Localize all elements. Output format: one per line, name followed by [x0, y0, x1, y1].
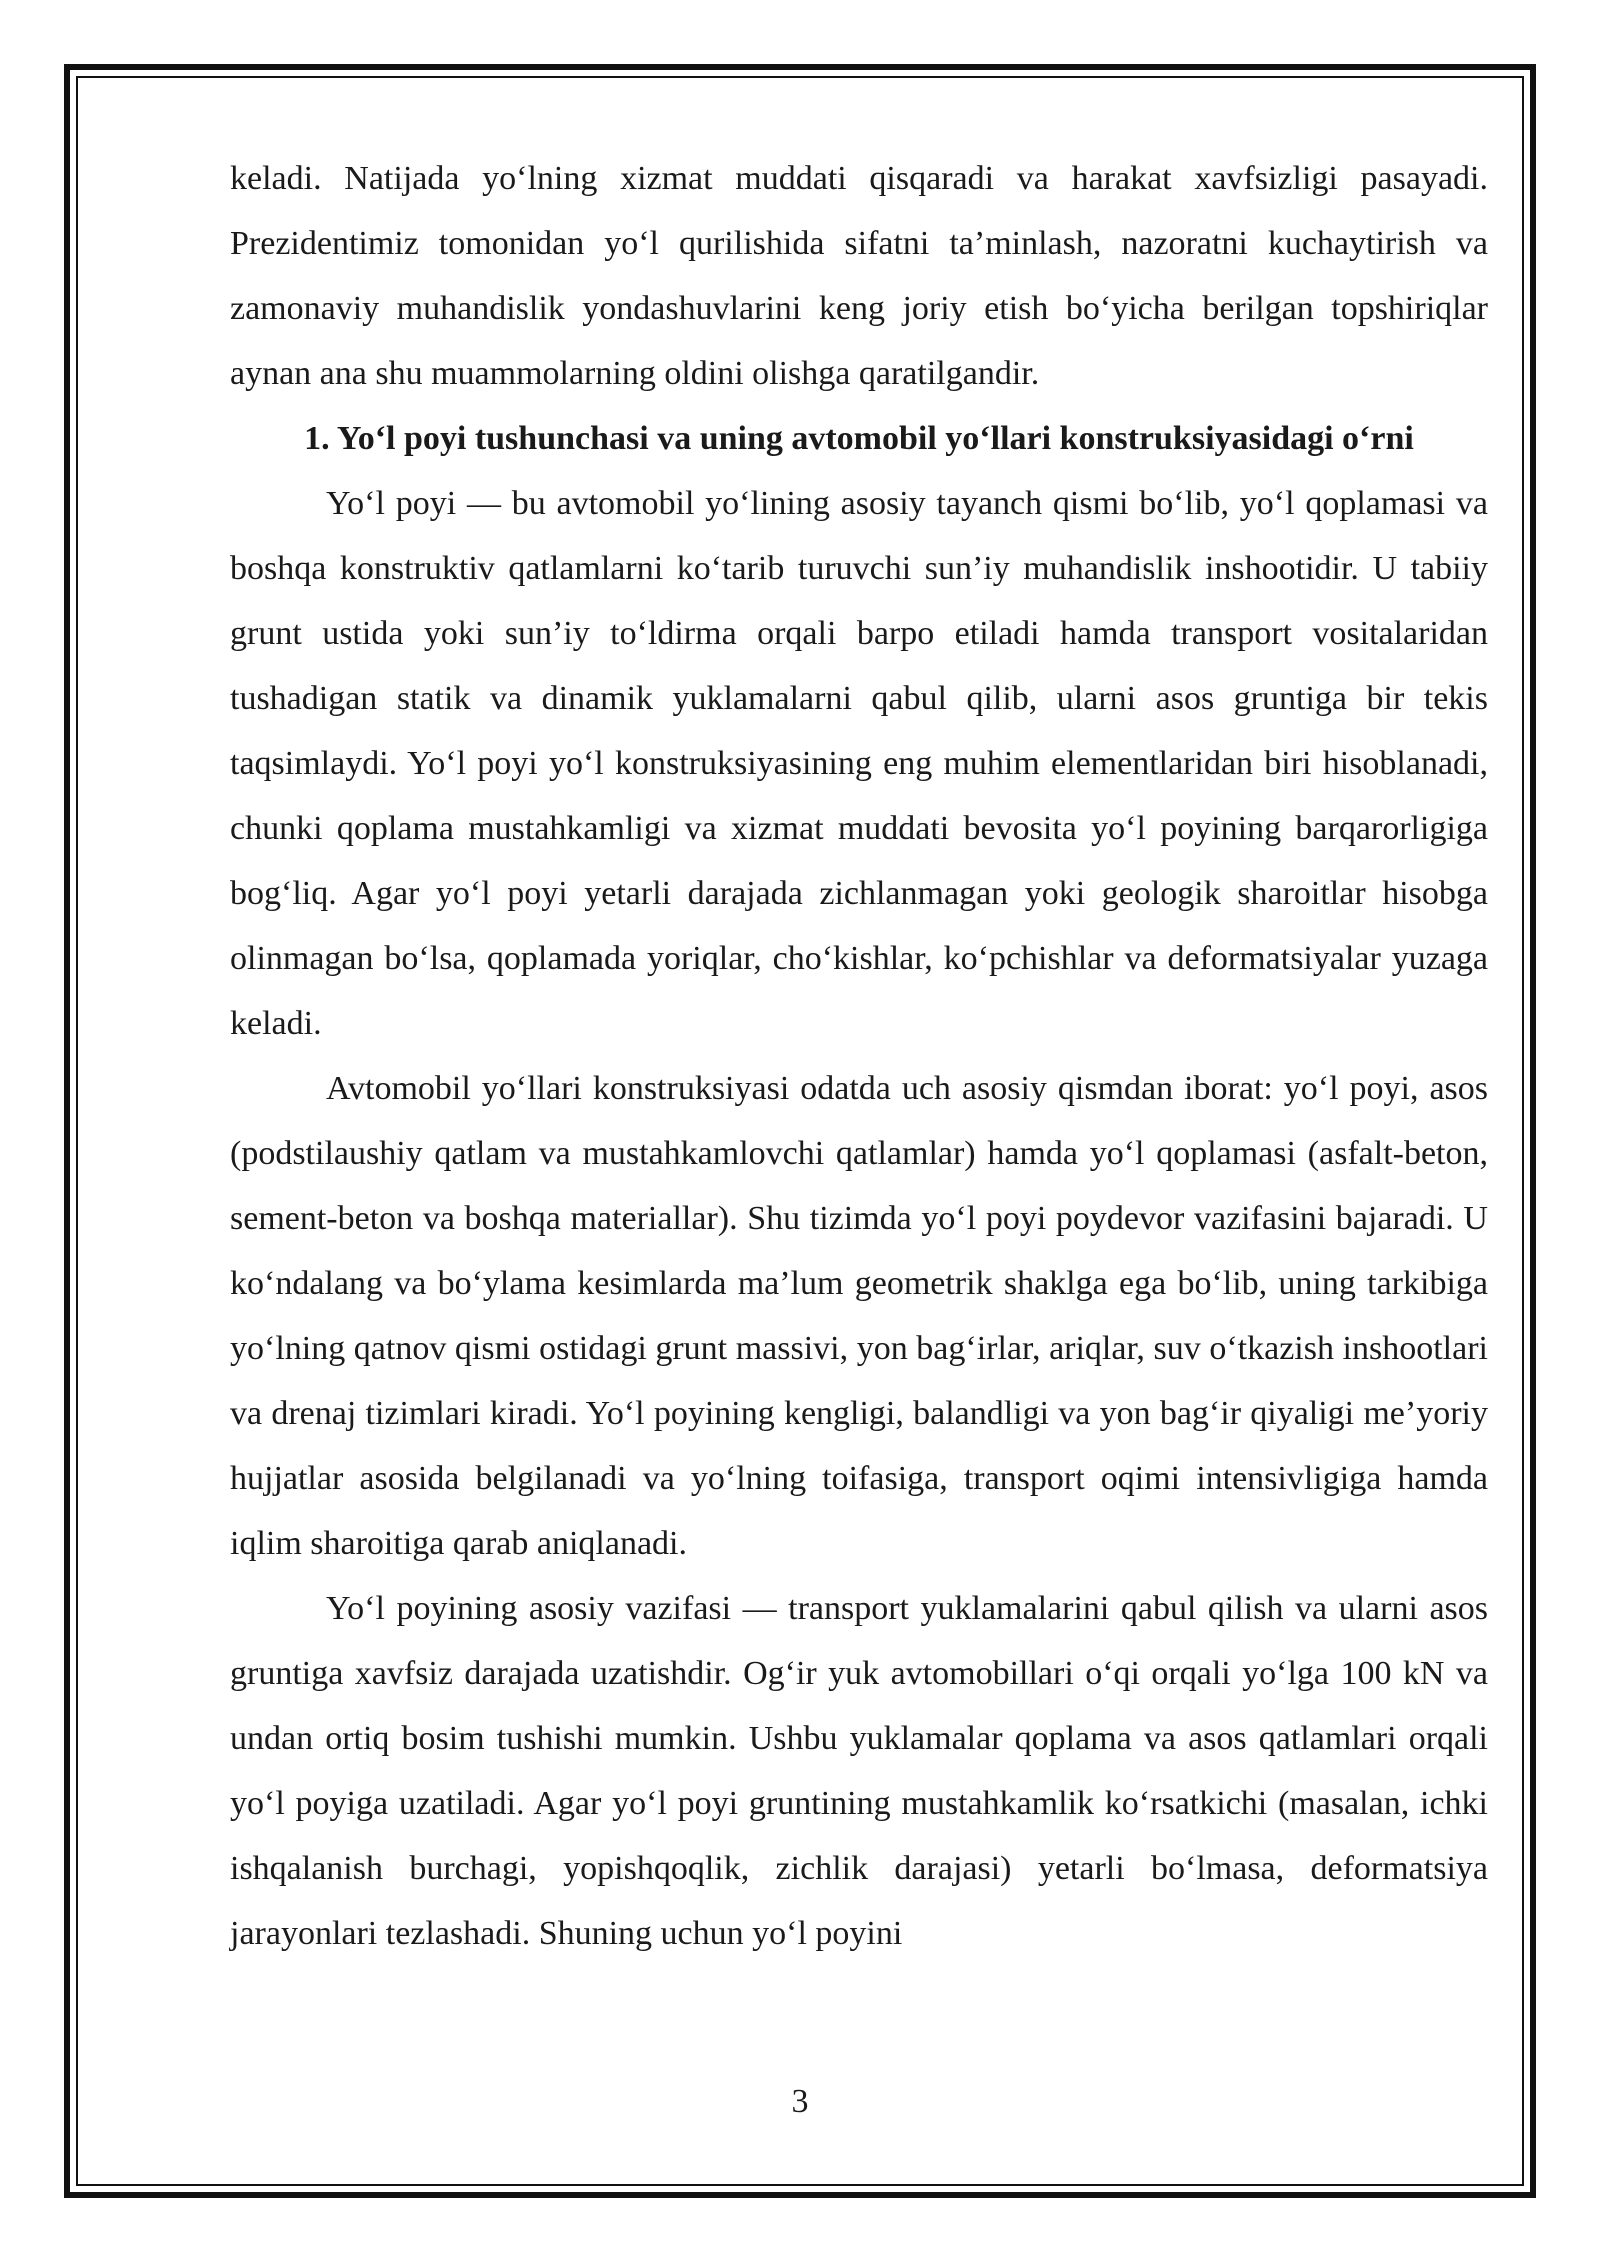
paragraph-road-construction: Avtomobil yo‘llari konstruksiyasi odatda uch asosiy qismdan iborat: yo‘l poyi, asos (podstilaushiy qatlam va mustahkamlovchi qatlamlar) hamda yo‘l qoplamasi (asfalt-beton, sement-beton va boshqa materiallar). Shu tizimda yo‘l poyi poydevor vazifasini bajaradi. U ko‘ndalang va bo‘ylama kesimlarda ma’lum geometrik shaklga ega bo‘lib, uning tarkibiga yo‘lning qatnov qismi ostidagi grunt massivi, yon bag‘irlar, ariqlar, suv o‘tkazish inshootlari va drenaj tizimlari kiradi. Yo‘l poyining kengligi, balandligi va yon bag‘ir qiyaligi me’yoriy hujjatlar asosida belgilanadi va yo‘lning toifasiga, transport oqimi intensivligiga hamda iqlim sharoitiga qarab aniqlanadi.: [230, 1070, 1488, 1562]
section-heading: 1. Yo‘l poyi tushunchasi va uning avtomobil yo‘llari konstruksiyasidagi o‘rni: [304, 420, 1414, 457]
document-body: [230, 146, 1488, 1966]
paragraph-continuation: keladi. Natijada yo‘lning xizmat muddati qisqaradi va harakat xavfsizligi pasayadi. Prezidentimiz tomonidan yo‘l qurilishida sifatni ta’minlash, nazoratni kuchaytirish va zamonaviy muhandislik yondashuvlarini keng joriy etish bo‘yicha berilgan topshiriqlar aynan ana shu muammolarning oldini olishga qaratilgandir.: [230, 160, 1488, 392]
page-number: 3: [791, 2083, 809, 2120]
paragraph-road-bed-definition: Yo‘l poyi — bu avtomobil yo‘lining asosiy tayanch qismi bo‘lib, yo‘l qoplamasi va boshqa konstruktiv qatlamlarni ko‘tarib turuvchi sun’iy muhandislik inshootidir. U tabiiy grunt ustida yoki sun’iy to‘ldirma orqali barpo etiladi hamda transport vositalaridan tushadigan statik va dinamik yuklamalarni qabul qilib, ularni asos gruntiga bir tekis taqsimlaydi. Yo‘l poyi yo‘l konstruksiyasining eng muhim elementlaridan biri hisoblanadi, chunki qoplama mustahkamligi va xizmat muddati bevosita yo‘l poyining barqarorligiga bog‘liq. Agar yo‘l poyi yetarli darajada zichlanmagan yoki geologik sharoitlar hisobga olinmagan bo‘lsa, qoplamada yoriqlar, cho‘kishlar, ko‘pchishlar va deformatsiyalar yuzaga keladi.: [230, 485, 1488, 1042]
paragraph-road-bed-function: Yo‘l poyining asosiy vazifasi — transport yuklamalarini qabul qilish va ularni asos gruntiga xavfsiz darajada uzatishdir. Og‘ir yuk avtomobillari o‘qi orqali yo‘lga 100 kN va undan ortiq bosim tushishi mumkin. Ushbu yuklamalar qoplama va asos qatlamlari orqali yo‘l poyiga uzatiladi. Agar yo‘l poyi gruntining mustahkamlik ko‘rsatkichi (masalan, ichki ishqalanish burchagi, yopishqoqlik, zichlik darajasi) yetarli bo‘lmasa, deformatsiya jarayonlari tezlashadi. Shuning uchun yo‘l poyini: [230, 1590, 1488, 1952]
